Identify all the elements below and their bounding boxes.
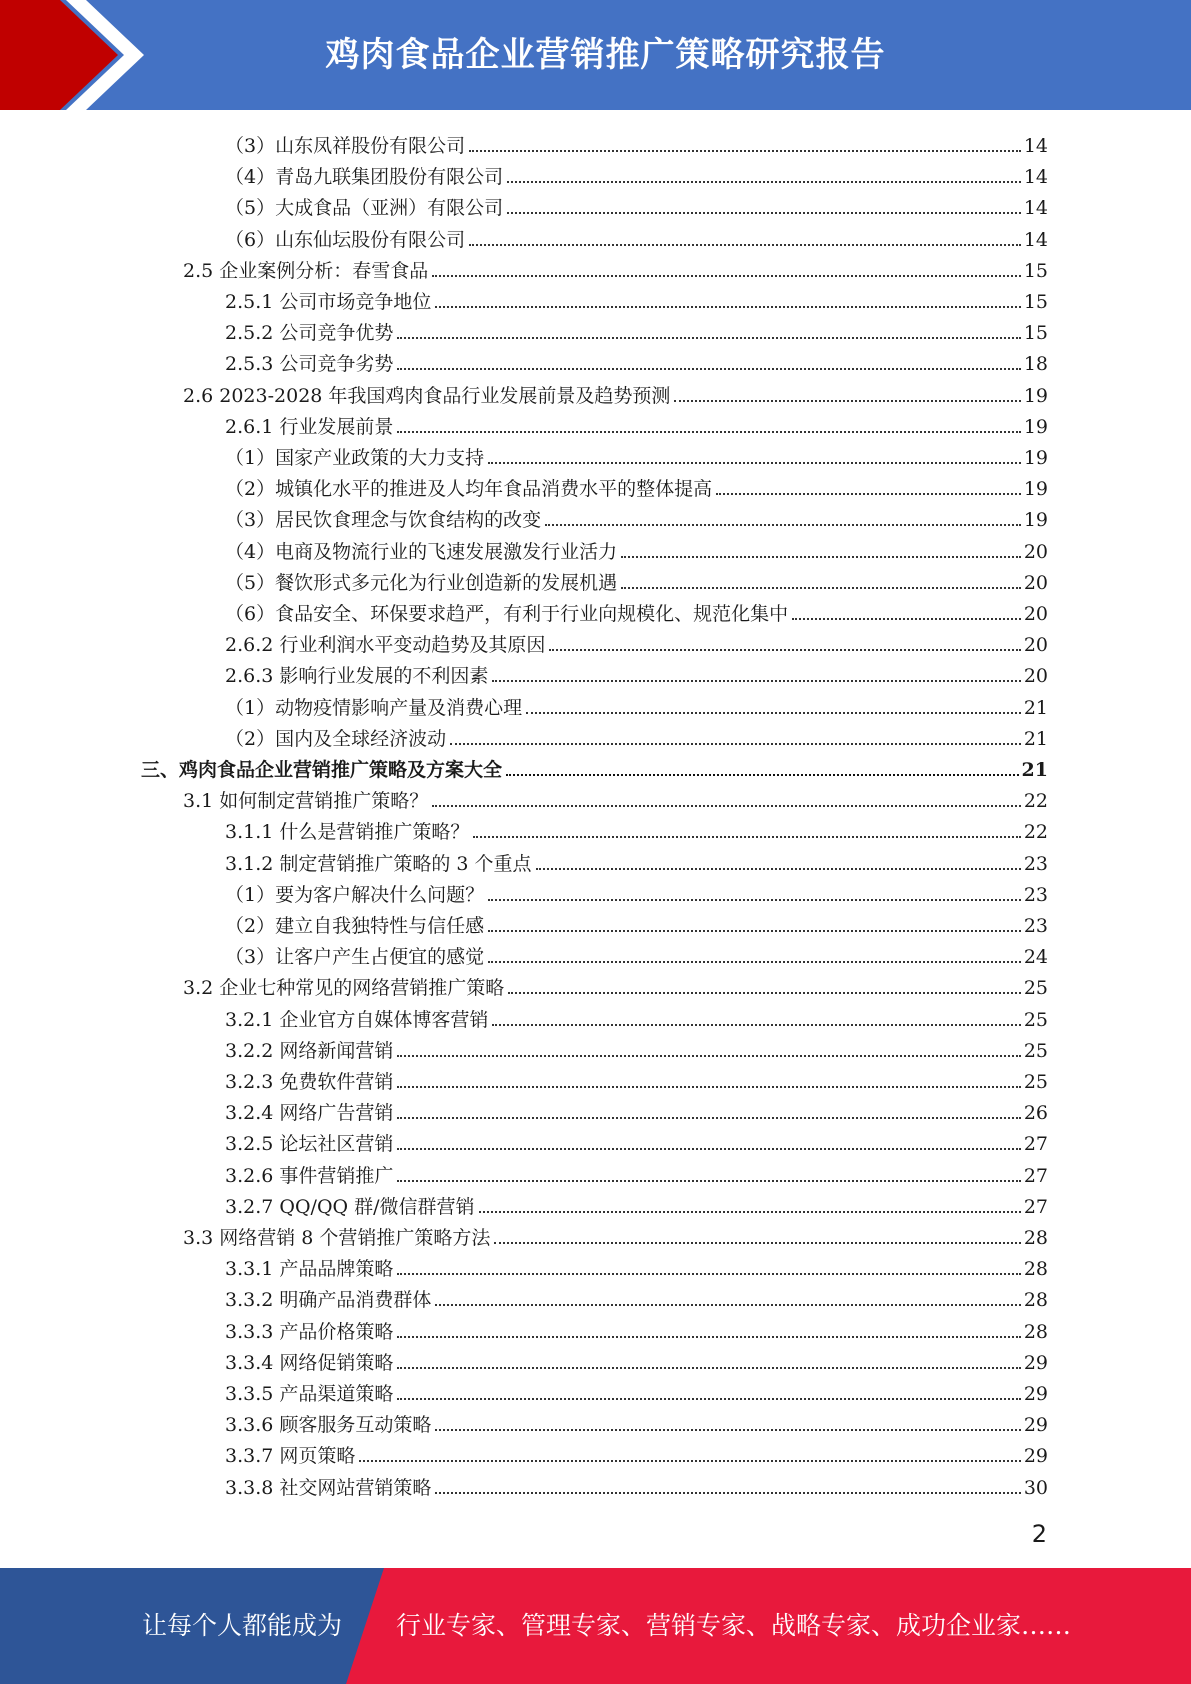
toc-dot-leader <box>545 524 1021 526</box>
toc-dot-leader <box>492 680 1020 682</box>
toc-entry-page: 15 <box>1023 260 1048 282</box>
toc-entry-page: 20 <box>1023 634 1048 656</box>
toc-entry-title: 3.3.8 社交网站营销策略 <box>225 1477 432 1499</box>
toc-entry-page: 15 <box>1023 322 1048 344</box>
toc-entry-page: 14 <box>1023 229 1048 251</box>
toc-entry-title: 2.6.2 行业利润水平变动趋势及其原因 <box>225 634 546 656</box>
toc-dot-leader <box>450 743 1021 745</box>
toc-entry-page: 25 <box>1023 977 1048 999</box>
toc-entry-title: 3.3.5 产品渠道策略 <box>225 1383 394 1405</box>
toc-entry-title: 3.3.6 顾客服务互动策略 <box>225 1414 432 1436</box>
toc-entry-page: 20 <box>1023 572 1048 594</box>
toc-dot-leader <box>397 1148 1020 1150</box>
toc-dot-leader <box>397 1055 1020 1057</box>
toc-entry-title: 3.3.7 网页策略 <box>225 1445 356 1467</box>
toc-dot-leader <box>506 774 1019 776</box>
toc-entry-title: （1）要为客户解决什么问题？ <box>225 884 485 906</box>
toc-entry-title: 2.6 2023-2028 年我国鸡肉食品行业发展前景及趋势预测 <box>183 385 671 407</box>
toc-entry-page: 28 <box>1023 1289 1048 1311</box>
toc-dot-leader <box>359 1460 1020 1462</box>
toc-dot-leader <box>469 150 1021 152</box>
toc-entry-page: 29 <box>1023 1445 1048 1467</box>
toc-dot-leader <box>435 1429 1020 1431</box>
toc-entry[interactable] <box>225 283 1048 314</box>
toc-entry-title: 3.2.4 网络广告营销 <box>225 1102 394 1124</box>
toc-entry[interactable] <box>225 813 1048 844</box>
toc-entry-title: 3.3.4 网络促销策略 <box>225 1352 394 1374</box>
toc-entry-title: 2.5.1 公司市场竞争地位 <box>225 291 432 313</box>
toc-entry[interactable] <box>225 189 1048 220</box>
toc-entry[interactable] <box>141 751 1048 782</box>
report-title: 鸡肉食品企业营销推广策略研究报告 <box>325 35 886 75</box>
toc-dot-leader <box>507 212 1021 214</box>
toc-entry-title: 3.1.2 制定营销推广策略的 3 个重点 <box>225 853 532 875</box>
toc-entry[interactable] <box>225 907 1048 938</box>
toc-entry-title: （2）建立自我独特性与信任感 <box>225 915 485 937</box>
toc-entry[interactable] <box>225 1469 1048 1500</box>
toc-entry-title: （3）让客户产生占便宜的感觉 <box>225 946 485 968</box>
toc-dot-leader <box>621 587 1021 589</box>
toc-entry[interactable] <box>183 782 1048 813</box>
toc-entry-page: 20 <box>1023 603 1048 625</box>
toc-dot-leader <box>397 1117 1020 1119</box>
toc-dot-leader <box>397 1367 1020 1369</box>
toc-dot-leader <box>397 1336 1020 1338</box>
toc-dot-leader <box>488 899 1021 901</box>
toc-entry[interactable] <box>225 1094 1048 1125</box>
toc-entry-title: （5）大成食品（亚洲）有限公司 <box>225 197 504 219</box>
page-header <box>0 0 1191 110</box>
toc-entry-page: 19 <box>1023 478 1048 500</box>
toc-entry[interactable] <box>225 689 1048 720</box>
toc-entry-page: 25 <box>1023 1009 1048 1031</box>
toc-entry[interactable] <box>225 1157 1048 1188</box>
toc-entry[interactable] <box>225 1188 1048 1219</box>
toc-entry-title: （2）国内及全球经济波动 <box>225 728 447 750</box>
toc-entry-page: 30 <box>1023 1477 1048 1499</box>
toc-entry-title: 3.2.7 QQ/QQ 群/微信群营销 <box>225 1196 475 1218</box>
toc-dot-leader <box>508 992 1021 994</box>
toc-entry-page: 19 <box>1023 447 1048 469</box>
toc-dot-leader <box>435 306 1020 308</box>
toc-entry-title: 3.2.6 事件营销推广 <box>225 1165 394 1187</box>
toc-dot-leader <box>536 868 1021 870</box>
toc-dot-leader <box>432 275 1021 277</box>
toc-entry-page: 18 <box>1023 353 1048 375</box>
toc-entry-title: 2.6.3 影响行业发展的不利因素 <box>225 665 489 687</box>
toc-entry[interactable] <box>225 1063 1048 1094</box>
toc-dot-leader <box>397 1273 1020 1275</box>
toc-entry[interactable] <box>225 657 1048 688</box>
toc-entry[interactable] <box>225 1313 1048 1344</box>
toc-entry-page: 27 <box>1023 1165 1048 1187</box>
toc-entry[interactable] <box>225 127 1048 158</box>
toc-entry[interactable] <box>225 876 1048 907</box>
toc-entry-page: 14 <box>1023 197 1048 219</box>
toc-entry-title: 2.5.3 公司竞争劣势 <box>225 353 394 375</box>
toc-entry-page: 20 <box>1023 541 1048 563</box>
toc-entry-page: 28 <box>1023 1258 1048 1280</box>
toc-entry-title: 2.6.1 行业发展前景 <box>225 416 394 438</box>
toc-entry-title: 3.3 网络营销 8 个营销推广策略方法 <box>183 1227 491 1249</box>
toc-entry[interactable] <box>225 938 1048 969</box>
toc-dot-leader <box>674 400 1020 402</box>
toc-entry[interactable] <box>225 408 1048 439</box>
toc-entry[interactable] <box>183 252 1048 283</box>
toc-dot-leader <box>621 556 1021 558</box>
toc-entry-title: （6）食品安全、环保要求趋严，有利于行业向规模化、规范化集中 <box>225 603 789 625</box>
toc-entry-title: （5）餐饮形式多元化为行业创造新的发展机遇 <box>225 572 618 594</box>
toc-entry-title: （1）动物疫情影响产量及消费心理 <box>225 697 523 719</box>
toc-entry-page: 22 <box>1023 821 1048 843</box>
toc-entry-title: 3.3.2 明确产品消费群体 <box>225 1289 432 1311</box>
toc-entry-page: 20 <box>1023 665 1048 687</box>
toc-dot-leader <box>397 368 1020 370</box>
toc-dot-leader <box>488 961 1021 963</box>
header-chevron-icon <box>0 0 160 110</box>
toc-dot-leader <box>526 712 1021 714</box>
toc-entry-page: 21 <box>1023 697 1048 719</box>
toc-dot-leader <box>397 431 1020 433</box>
toc-entry[interactable] <box>225 845 1048 876</box>
toc-entry-page: 21 <box>1021 759 1048 781</box>
toc-entry-page: 26 <box>1023 1102 1048 1124</box>
toc-dot-leader <box>473 836 1020 838</box>
toc-dot-leader <box>549 649 1020 651</box>
toc-entry-title: （2）城镇化水平的推进及人均年食品消费水平的整体提高 <box>225 478 713 500</box>
toc-entry-page: 27 <box>1023 1133 1048 1155</box>
toc-entry-page: 21 <box>1023 728 1048 750</box>
toc-entry-title: （3）山东凤祥股份有限公司 <box>225 135 466 157</box>
toc-entry-page: 23 <box>1023 915 1048 937</box>
toc-entry-page: 23 <box>1023 853 1048 875</box>
toc-entry[interactable] <box>225 720 1048 751</box>
toc-entry[interactable] <box>183 1219 1048 1250</box>
toc-entry[interactable] <box>225 314 1048 345</box>
toc-entry-title: （1）国家产业政策的大力支持 <box>225 447 485 469</box>
toc-entry-page: 19 <box>1023 509 1048 531</box>
toc-entry[interactable] <box>225 1032 1048 1063</box>
toc-entry-page: 25 <box>1023 1071 1048 1093</box>
toc-entry-page: 14 <box>1023 135 1048 157</box>
toc-entry-page: 29 <box>1023 1414 1048 1436</box>
toc-entry[interactable] <box>225 595 1048 626</box>
toc-entry-title: （6）山东仙坛股份有限公司 <box>225 229 466 251</box>
toc-entry[interactable] <box>225 626 1048 657</box>
toc-dot-leader <box>432 805 1021 807</box>
toc-entry-title: （4）青岛九联集团股份有限公司 <box>225 166 504 188</box>
toc-entry-page: 19 <box>1023 416 1048 438</box>
toc-dot-leader <box>479 1211 1021 1213</box>
toc-entry[interactable] <box>225 1281 1048 1312</box>
toc-entry-page: 14 <box>1023 166 1048 188</box>
toc-entry-page: 15 <box>1023 291 1048 313</box>
toc-entry[interactable] <box>225 221 1048 252</box>
toc-entry-page: 24 <box>1023 946 1048 968</box>
toc-dot-leader <box>507 181 1021 183</box>
footer-slogan-left: 让每个人都能成为 <box>142 1611 343 1640</box>
toc-entry-title: 三、鸡肉食品企业营销推广策略及方案大全 <box>141 759 503 781</box>
toc-entry[interactable] <box>183 377 1048 408</box>
toc-dot-leader <box>792 618 1021 620</box>
toc-entry-page: 27 <box>1023 1196 1048 1218</box>
toc-entry[interactable] <box>225 1250 1048 1281</box>
toc-entry[interactable] <box>225 470 1048 501</box>
toc-dot-leader <box>494 1242 1020 1244</box>
toc-entry[interactable] <box>225 1001 1048 1032</box>
toc-entry-page: 22 <box>1023 790 1048 812</box>
toc-entry-title: 3.1.1 什么是营销推广策略？ <box>225 821 470 843</box>
toc-entry[interactable] <box>225 345 1048 376</box>
toc-entry[interactable] <box>225 1406 1048 1437</box>
toc-dot-leader <box>492 1024 1020 1026</box>
toc-dot-leader <box>435 1304 1020 1306</box>
footer-slogan-right: 行业专家、管理专家、营销专家、战略专家、成功企业家…… <box>396 1611 1072 1640</box>
toc-entry-title: 3.2.5 论坛社区营销 <box>225 1133 394 1155</box>
toc-entry-title: （4）电商及物流行业的飞速发展激发行业活力 <box>225 541 618 563</box>
toc-entry-title: 3.2.3 免费软件营销 <box>225 1071 394 1093</box>
toc-dot-leader <box>397 1398 1020 1400</box>
toc-dot-leader <box>397 1086 1020 1088</box>
toc-entry-title: 3.2.1 企业官方自媒体博客营销 <box>225 1009 489 1031</box>
toc-dot-leader <box>397 337 1020 339</box>
page-footer <box>0 1568 1191 1684</box>
toc-entry[interactable] <box>225 533 1048 564</box>
page-number: 2 <box>1031 1520 1047 1548</box>
toc-entry[interactable] <box>225 1437 1048 1468</box>
toc-entry[interactable] <box>225 1344 1048 1375</box>
toc-dot-leader <box>469 244 1021 246</box>
toc-entry-page: 25 <box>1023 1040 1048 1062</box>
toc-entry[interactable] <box>225 439 1048 470</box>
toc-entry-title: 3.1 如何制定营销推广策略？ <box>183 790 429 812</box>
toc-dot-leader <box>435 1492 1020 1494</box>
toc-dot-leader <box>488 930 1021 932</box>
toc-entry-page: 29 <box>1023 1383 1048 1405</box>
toc-entry-title: （3）居民饮食理念与饮食结构的改变 <box>225 509 542 531</box>
toc-entry-title: 2.5 企业案例分析：春雪食品 <box>183 260 429 282</box>
toc-entry-title: 2.5.2 公司竞争优势 <box>225 322 394 344</box>
toc-dot-leader <box>397 1180 1020 1182</box>
toc-entry[interactable] <box>225 1375 1048 1406</box>
toc-entry[interactable] <box>183 969 1048 1000</box>
toc-entry-page: 28 <box>1023 1227 1048 1249</box>
toc-entry-title: 3.2 企业七种常见的网络营销推广策略 <box>183 977 505 999</box>
toc-dot-leader <box>716 493 1021 495</box>
toc-dot-leader <box>488 462 1021 464</box>
toc-entry-title: 3.2.2 网络新闻营销 <box>225 1040 394 1062</box>
toc-entry-title: 3.3.3 产品价格策略 <box>225 1321 394 1343</box>
toc-entry-page: 19 <box>1023 385 1048 407</box>
toc-entry[interactable] <box>225 1125 1048 1156</box>
toc-entry[interactable] <box>225 158 1048 189</box>
toc-entry-page: 29 <box>1023 1352 1048 1374</box>
toc-entry[interactable] <box>225 501 1048 532</box>
toc-entry-page: 23 <box>1023 884 1048 906</box>
toc-entry-page: 28 <box>1023 1321 1048 1343</box>
toc-entry-title: 3.3.1 产品品牌策略 <box>225 1258 394 1280</box>
toc-entry[interactable] <box>225 564 1048 595</box>
